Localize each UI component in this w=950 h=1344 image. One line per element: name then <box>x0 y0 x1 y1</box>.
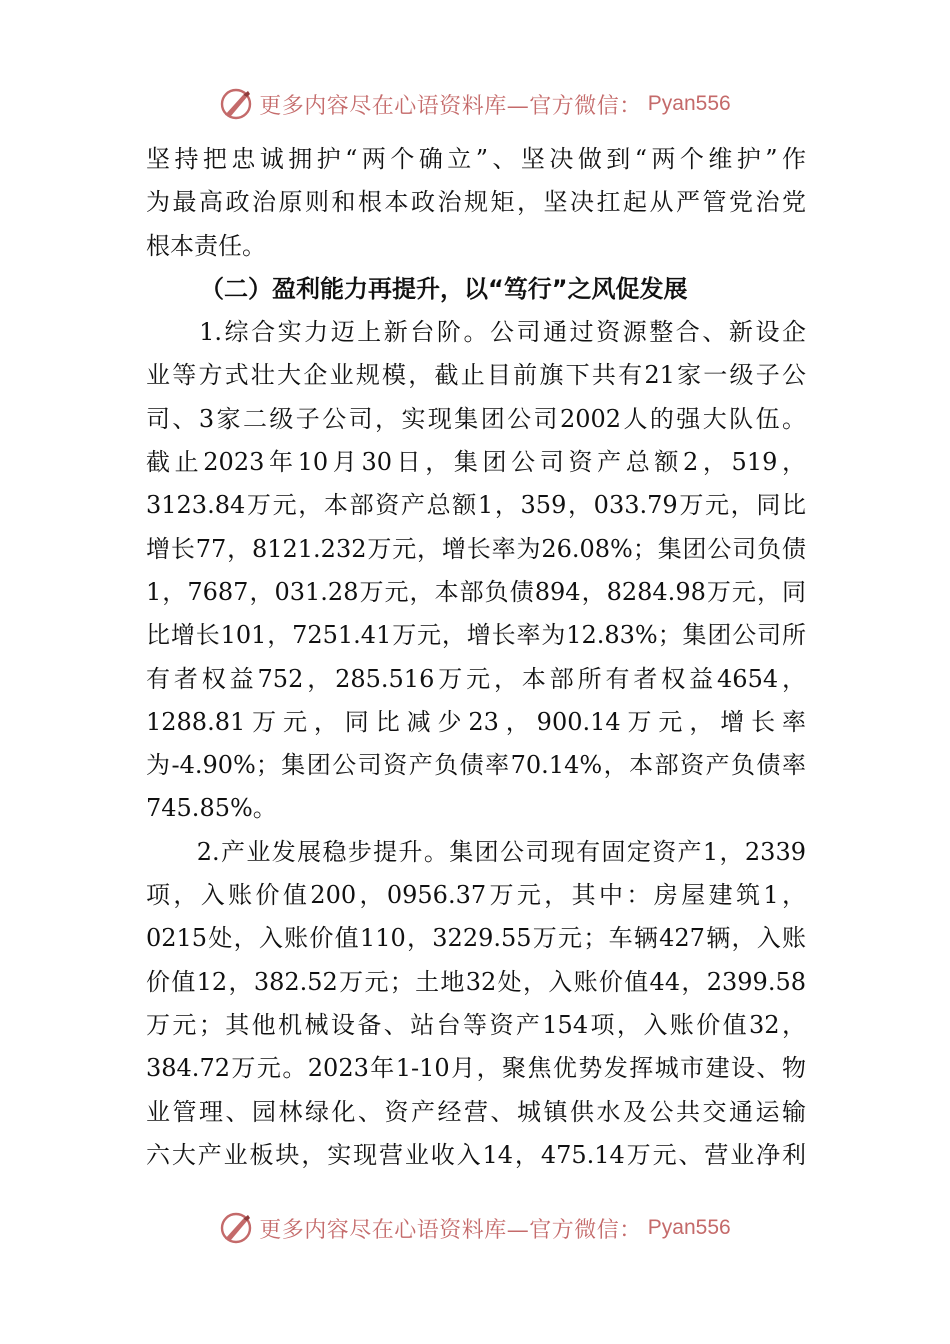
header-watermark <box>0 82 950 126</box>
paragraph-line: 384.72万元。2023年1-10月，聚焦优势发挥城市建设、物 <box>146 1054 806 1083</box>
paragraph-line: 3123.84万元，本部资产总额1，359，033.79万元，同比 <box>146 491 806 520</box>
paragraph-line: 为最高政治原则和根本政治规矩，坚决扛起从严管党治党 <box>146 188 806 217</box>
watermark-handle: Pyan556 <box>647 1216 731 1239</box>
paragraph-line: 为-4.90%；集团公司资产负债率70.14%，本部资产负债率 <box>146 751 806 780</box>
paragraph-line: 增长77，8121.232万元，增长率为26.08%；集团公司负债 <box>146 534 806 563</box>
paragraph-line: 坚持把忠诚拥护“两个确立”、坚决做到“两个维护”作 <box>146 145 806 173</box>
paragraph-line: 1.综合实力迈上新台阶。公司通过资源整合、新设企 <box>146 318 806 347</box>
paragraph-line: 1288.81万元，同比减少23，900.14万元，增长率 <box>146 707 806 736</box>
paragraph-line: 比增长101，7251.41万元，增长率为12.83%；集团公司所 <box>146 621 806 650</box>
paragraph-line: 1，7687，031.28万元，本部负债894，8284.98万元，同 <box>146 577 806 606</box>
section-heading: （二）盈利能力再提升，以“笃行”之风促发展 <box>200 274 688 303</box>
watermark-handle: Pyan556 <box>647 92 731 115</box>
pen-logo-icon <box>219 87 253 121</box>
watermark-text: 更多内容尽在心语资料库—官方微信： <box>259 1217 642 1243</box>
paragraph-line: 0215处，入账价值110，3229.55万元；车辆427辆，入账 <box>146 924 806 953</box>
footer-watermark <box>0 1206 950 1250</box>
paragraph-line: 司、3家二级子公司，实现集团公司2002人的强大队伍。 <box>146 404 806 433</box>
paragraph-line: 2.产业发展稳步提升。集团公司现有固定资产1，2339 <box>146 837 806 866</box>
paragraph-line: 价值12，382.52万元；土地32处，入账价值44，2399.58 <box>146 967 806 996</box>
watermark-text: 更多内容尽在心语资料库—官方微信： <box>259 93 642 119</box>
paragraph-line: 根本责任。 <box>146 231 266 260</box>
paragraph-line: 745.85%。 <box>146 794 277 823</box>
paragraph-line: 业管理、园林绿化、资产经营、城镇供水及公共交通运输 <box>146 1097 806 1126</box>
paragraph-line: 项，入账价值200，0956.37万元，其中：房屋建筑1， <box>146 881 806 910</box>
document-body <box>146 138 806 1177</box>
pen-logo-icon <box>219 1211 253 1245</box>
paragraph-line: 有者权益752，285.516万元，本部所有者权益4654， <box>146 664 806 693</box>
paragraph-line: 万元；其他机械设备、站台等资产154项，入账价值32， <box>146 1010 806 1039</box>
paragraph-line: 截止2023年10月30日，集团公司资产总额2，519， <box>146 448 806 477</box>
paragraph-line: 业等方式壮大企业规模，截止目前旗下共有21家一级子公 <box>146 361 806 390</box>
paragraph-line: 六大产业板块，实现营业收入14，475.14万元、营业净利 <box>146 1140 806 1169</box>
